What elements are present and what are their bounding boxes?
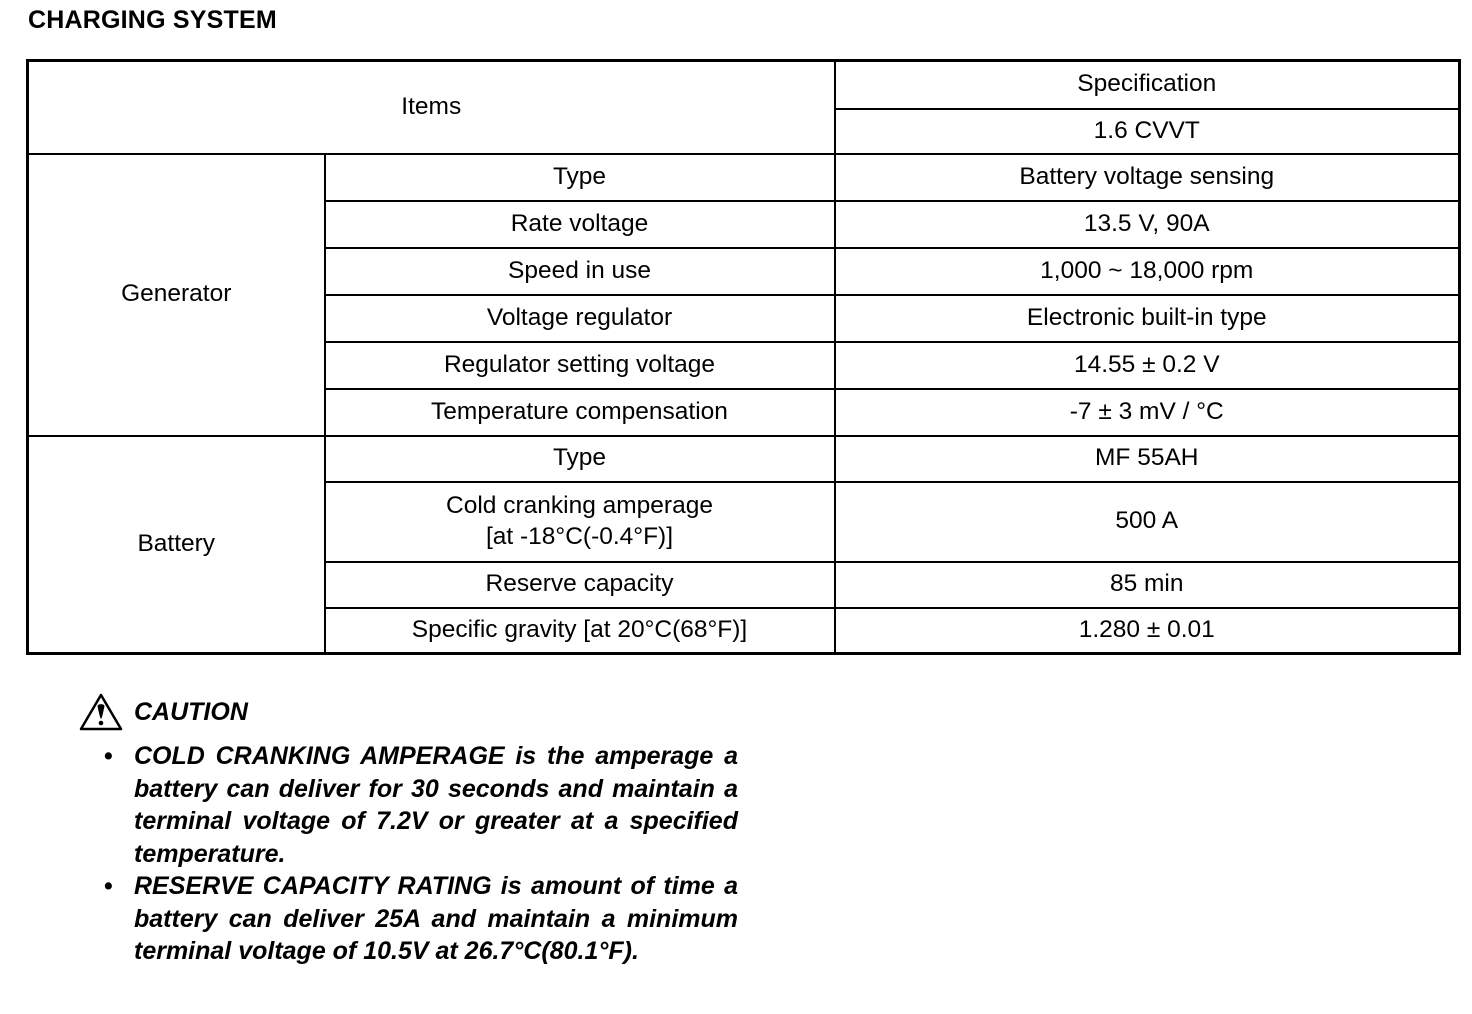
header-specification: Specification: [835, 61, 1460, 109]
item-cell-cold-cranking: [325, 482, 835, 562]
caution-title: CAUTION: [134, 697, 248, 726]
item-cell: Voltage regulator: [325, 295, 835, 342]
value-cell: 500 A: [835, 482, 1460, 562]
caution-item: [78, 740, 738, 870]
charging-spec-table: [26, 59, 1461, 655]
warning-icon: [78, 692, 124, 732]
value-cell: Battery voltage sensing: [835, 154, 1460, 201]
bullet: •: [104, 872, 113, 900]
caution-list: [78, 740, 738, 968]
header-engine: 1.6 CVVT: [835, 109, 1460, 154]
item-line: Cold cranking amperage: [446, 491, 713, 519]
item-cell: Regulator setting voltage: [325, 342, 835, 389]
header-items: Items: [28, 61, 835, 154]
item-cell: Reserve capacity: [325, 562, 835, 608]
value-cell: 13.5 V, 90A: [835, 201, 1460, 248]
caution-item: [78, 870, 738, 968]
item-cell: Temperature compensation: [325, 389, 835, 436]
item-cell: Specific gravity [at 20°C(68°F)]: [325, 608, 835, 654]
caution-text: RESERVE CAPACITY RATING is amount of time a battery can deliver 25A and maintain a minimum terminal voltage of 10.5V at 26.7°C(80.1°F).: [134, 872, 738, 965]
item-cell: Rate voltage: [325, 201, 835, 248]
item-line: [at -18°C(-0.4°F)]: [485, 522, 674, 550]
item-cell: Type: [325, 436, 835, 482]
value-cell: -7 ± 3 mV / °C: [835, 389, 1460, 436]
value-cell: 85 min: [835, 562, 1460, 608]
value-cell: Electronic built-in type: [835, 295, 1460, 342]
value-cell: 1.280 ± 0.01: [835, 608, 1460, 654]
caution-heading: [78, 692, 738, 732]
value-cell: 1,000 ~ 18,000 rpm: [835, 248, 1460, 295]
value-cell: 14.55 ± 0.2 V: [835, 342, 1460, 389]
item-cell: Type: [325, 154, 835, 201]
page-title: CHARGING SYSTEM: [28, 6, 277, 34]
caution-text: COLD CRANKING AMPERAGE is the amperage a battery can deliver for 30 seconds and maintain a terminal voltage of 7.2V or greater at a specified temperature.: [134, 742, 738, 868]
caution-block: [78, 692, 738, 968]
value-cell: MF 55AH: [835, 436, 1460, 482]
bullet: •: [104, 742, 113, 770]
group-battery: Battery: [28, 436, 325, 654]
item-cell: Speed in use: [325, 248, 835, 295]
group-generator: Generator: [28, 154, 325, 436]
